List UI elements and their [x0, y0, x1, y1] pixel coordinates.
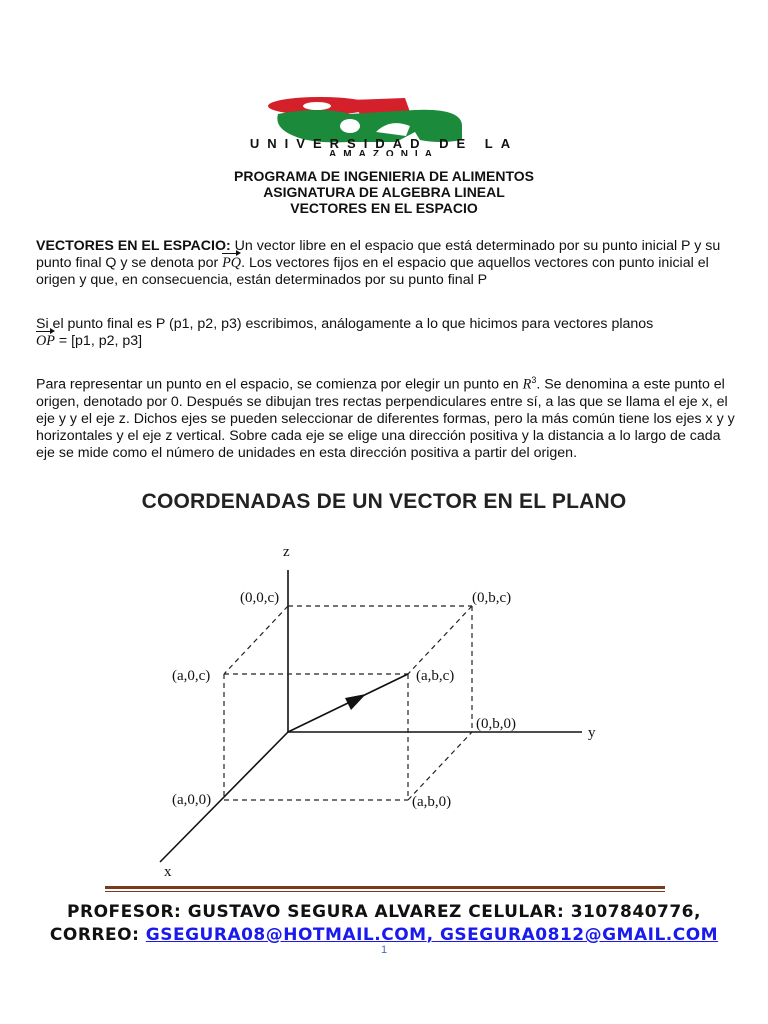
label-axis-z: z — [283, 544, 290, 560]
footer-divider — [105, 886, 665, 889]
vector-arrowhead — [345, 694, 366, 710]
label-axis-y: y — [588, 725, 596, 741]
page-number: 1 — [380, 944, 388, 956]
label-0b0: (0,b,0) — [476, 716, 516, 732]
label-0bc: (0,b,c) — [472, 590, 512, 606]
paragraph-definition — [36, 238, 736, 289]
footer-professor: PROFESOR: GUSTAVO SEGURA ALVAREZ CELULAR: 3107840776, — [67, 902, 701, 922]
label-ab0: (a,b,0) — [412, 794, 452, 810]
label-a00: (a,0,0) — [172, 792, 212, 808]
logo-red-eye — [303, 102, 331, 110]
logo-text-line2: AMAZONIA — [329, 149, 439, 156]
representation-text-b: . Se denomina a este punto el origen, denotado por 0. Después se dibujan tres rectas perpendiculares entre sí, a las que se llama el eje x, el eje y y el eje z. Dichos ejes se pueden seleccionar de diferentes formas, pero la más común tiene los ejes x y y horizontales y el eje z vertical. Sobre cada eje se elige una dirección positiva y la distancia a lo largo de cada eje se mide como el número de unidades en esta dirección positiva a partir del origen. — [36, 376, 735, 461]
logo-green-hole — [340, 119, 360, 133]
edge-bottom-right — [408, 732, 472, 800]
definition-text-a: Un vector libre en el espacio que está determinado por su punto inicial P y su punto final Q y se denota por — [36, 238, 721, 271]
label-axis-x: x — [164, 864, 172, 880]
edge-top-right — [408, 606, 472, 674]
coordinate-diagram — [150, 540, 610, 880]
r3-exponent: 3 — [531, 375, 537, 385]
title-topic: VECTORES EN EL ESPACIO — [290, 200, 478, 216]
final-point-text-a: Si el punto final es P (p1, p2, p3) escribimos, análogamente a lo que hicimos para vectores planos — [36, 316, 654, 332]
definition-text-b: . Los vectores fijos en el espacio que aquellos vectores con punto inicial el origen y que, en consecuencia, están determinados por su punto final P — [36, 255, 709, 288]
r3-symbol: R — [522, 376, 532, 393]
figure-heading: COORDENADAS DE UN VECTOR EN EL PLANO — [141, 490, 627, 513]
representation-text-a: Para representar un punto en el espacio, se comienza por elegir un punto en — [36, 376, 523, 393]
edge-top-left — [224, 606, 288, 674]
paragraph-final-point — [36, 316, 736, 350]
university-logo — [200, 92, 568, 156]
email-link-gmail[interactable]: GSEGURA0812@GMAIL.COM — [439, 925, 719, 945]
title-subject: ASIGNATURA DE ALGEBRA LINEAL — [263, 184, 505, 200]
label-00c: (0,0,c) — [240, 590, 280, 606]
email-separator: , — [426, 925, 440, 945]
vector-op: OP — [36, 333, 55, 349]
final-point-text-b: = [p1, p2, p3] — [54, 333, 143, 349]
definition-term: VECTORES EN EL ESPACIO: — [36, 238, 231, 254]
vector-pq: PQ — [222, 255, 242, 271]
email-link-hotmail[interactable]: GSEGURA08@HOTMAIL.COM — [145, 925, 427, 945]
footer-correo-label: CORREO: — [49, 925, 146, 945]
paragraph-representation — [36, 372, 736, 462]
footer-divider-thin — [105, 891, 665, 892]
title-program: PROGRAMA DE INGENIERIA DE ALIMENTOS — [234, 168, 534, 184]
document-titles — [0, 168, 768, 216]
logo-text-line1: UNIVERSIDAD DE LA — [249, 136, 519, 151]
footer-contact — [0, 925, 768, 945]
label-a0c: (a,0,c) — [172, 668, 211, 684]
label-abc: (a,b,c) — [416, 668, 455, 684]
